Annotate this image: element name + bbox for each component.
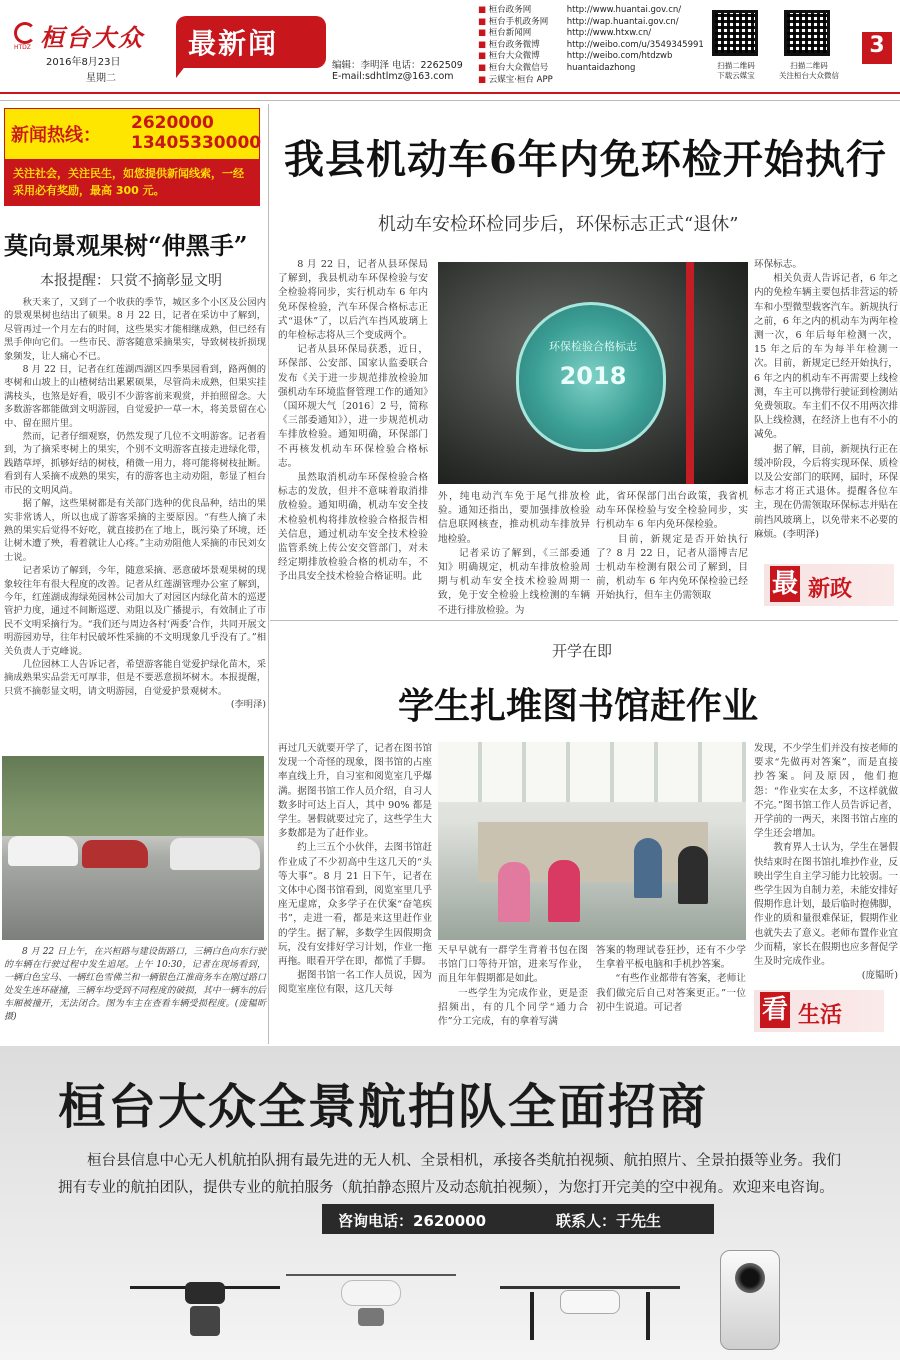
lead-col-1: [278, 258, 428, 585]
logo-icon: [14, 22, 36, 44]
panorama-camera-icon: [720, 1250, 780, 1350]
qr-code-icon[interactable]: [784, 10, 830, 56]
editor-line: 编辑：李明泽 电话：2262509: [332, 60, 463, 71]
hotline-number-1: 2620000: [131, 113, 214, 133]
tag-zuixinzheng: [764, 564, 894, 606]
drone-icon: [286, 1266, 456, 1336]
link-row[interactable]: ■ 桓台政务网 http://www.huantai.gov.cn/: [478, 5, 682, 15]
lead-headline: 我县机动车6年内免环检开始执行: [284, 136, 887, 183]
qr-code-icon[interactable]: [712, 10, 758, 56]
library-headline: 学生扎堆图书馆赶作业: [398, 685, 759, 727]
paragraph: 记者采访了解到，今年，随意采摘、恶意破坏景观果树的现象较往年有很大程度的改善。记者从红莲湖管理办公室了解到，今年，红莲湖成海绿苑园林公司加大了对园区内绿化苗木的巡逻管护力度，通过不间断巡逻、劝阻以及广播提示，有效制止了市民不文明采摘行为。“我们还与周边各村‘两委’合作，共同开展文明游园劝导，往年村民破坏性采摘的不文明现象几乎没有了。”相关负责人于克峰说。: [4, 565, 266, 657]
paper-name: 桓台大众: [40, 23, 144, 52]
link-row[interactable]: ■ 桓台手机政务网 http://wap.huantai.gov.cn/: [478, 16, 679, 27]
library-kicker: 开学在即: [552, 642, 613, 660]
tag-small-text: 新政: [808, 576, 853, 602]
paragraph: 8 月 22 日，记者在红莲湖西湖区四季果园看到，路两侧的枣树和山坡上的山楂树结出累累硕果，尽管尚未成熟，但果实挂满枝头，也煞是好看，吸引不少游客前来观赏，并拍照留念。大多数游客都能做到文明游园，自觉爱护一草一木，将美景留在心中、留在照片里。: [4, 364, 266, 429]
paragraph: 8 月 22 日，记者从县环保局了解到，我县机动车环保检验与安全检验将同步，实行机动车 6 年内免环保检验，汽车环保合格标志正式“退休”了，以后汽车挡风玻璃上的年检标志将从三个变成两个。: [278, 259, 428, 342]
link-row[interactable]: ■ 桓台政务微博 http://weibo.com/u/3549345991: [478, 39, 704, 50]
lead-col-3: 此，省环保部门出台政策，我省机动车环保检验与安全检验同步，实行机动车 6 年内免环保检验。 目前，新规定是否开始执行了？8 月 22 日，记者从淄博吉尼士机动车检测有限公司了解到，目前，机动车 6 年内免环保检验已经开始执行，但车主仍需领取: [596, 491, 748, 602]
ad-body: 桓台县信息中心无人机航拍队拥有最先进的无人机、全景相机，承接各类航拍视频、航拍照片、全景拍摄等业务。我们拥有专业的航拍团队，提供专业的航拍服务（航拍静态照片及动态航拍视频），为您打开完美的空中视角。欢迎来电咨询。: [58, 1153, 841, 1196]
paragraph: 几位园林工人告诉记者，希望游客能自觉爱护绿化苗木，采摘成熟果实品尝无可厚非，但是不要恶意损坏树木。本报提醒，只赏不摘彰显文明，请文明游园，自觉爱护景观树木。: [4, 658, 266, 697]
link-row[interactable]: ■ 云媒宝·桓台 APP: [478, 74, 553, 85]
tag-big-char: 最: [770, 566, 800, 602]
paragraph: 虽然取消机动车环保检验合格标志的发放，但并不意味着取消排放检验。通知明确，机动车安全技术检验机构将排放检验合格报告相关信息，通过机动车安全技术检验监管系统上传公安交管部门，对未经定期排放检验合格的机动车，不予出具安全技术检验合格证明。此: [278, 472, 428, 583]
byline: (庞韫昕): [861, 970, 898, 982]
left-headline: 莫向景观果树“伸黑手”: [4, 231, 248, 260]
tag-kanshenghuo: [754, 990, 884, 1032]
hotline-slogan: 关注社会，关注民生，如您提供新闻线索，一经采用必有奖励，最高 300 元。: [13, 167, 244, 197]
qr2-caption-2: 关注桓台大众微信: [779, 71, 839, 80]
qr2-caption: 扫描二维码: [790, 61, 828, 70]
ad-banner[interactable]: [0, 1046, 900, 1360]
drone-icon: [130, 1276, 280, 1346]
ad-contact-label: 联系人：: [556, 1212, 617, 1230]
photo-caption: 8 月 22 日上午，在兴桓路与建设街路口，三辆白色向东行驶的车辆在行驶过程中发生追尾。上午 10:30，记者在现场看到，一辆白色宝马、一辆红色雪佛兰和一辆银色江淮商务车在刚过路口处发生连环碰撞，三辆车均受到不同程度的破损，其中一辆车的后车厢被撞开，无法闭合。图为车主在查看车辆受损程度。(庞韫昕 摄): [4, 947, 266, 1022]
issue-weekday: 星期二: [86, 73, 116, 84]
qr1-caption-2: 下载云媒宝: [717, 71, 755, 80]
car-icon: [170, 838, 260, 870]
hotline-label: 新闻热线：: [11, 125, 101, 146]
email-line: E-mail:sdhtlmz@163.com: [332, 71, 454, 82]
lead-col-2: 外，纯电动汽车免于尾气排放检验。通知还指出，要加强排放检验信息联网核查，推动机动车排放异地检验。 记者采访了解到，《三部委通知》明确规定，机动车排放检验周期与机动车安全技术检验周期一致，免于安全检验上线检测的车辆不进行排放检验。为: [438, 491, 590, 616]
ad-contact: 于先生: [616, 1212, 662, 1230]
library-col-2: 天早早就有一群学生背着书包在图书馆门口等待开馆，进来写作业，而且年年假期都是如此。 一些学生为完成作业，更是歪招频出，有的几个同学“通力合作”分工完成，有的拿着写满: [438, 945, 588, 1028]
sticker-year: 2018: [559, 362, 627, 390]
car-icon: [8, 836, 78, 866]
byline: (李明泽): [230, 699, 266, 711]
section-title: 最新闻: [188, 27, 279, 60]
paragraph: 秋天来了，又到了一个收获的季节，城区多个小区及公园内的景观果树也结出了硕果。8 月 22 日，记者在采访中了解到，尽管再过一个月左右的时间，这些果实才能相继成熟，但已经有黑手伸向它们。一些市民、游客随意采摘果实，导致树枝折损现象频发，让人痛心不已。: [4, 297, 266, 362]
car-icon: [82, 840, 148, 868]
tag-small-text: 生活: [798, 1002, 843, 1028]
link-row[interactable]: ■ 桓台新闻网 http://www.htxw.cn/: [478, 28, 652, 39]
paragraph: 然而，记者仔细观察，仍然发现了几位不文明游客。记者看到，为了摘采枣树上的果实，个别不文明游客直接走进绿化带，践踏草坪，抓够好结的树枝，稍微一用力，将可能将树枝扯断。看到有人采摘不成熟的果实，有的游客也主动劝阻，彰显了桓台市民的文明风尚。: [4, 431, 266, 496]
ad-phone-label: 咨询电话：: [338, 1212, 414, 1230]
sticker-photo: [438, 262, 748, 484]
issue-date: 2016年8月23日: [46, 57, 121, 68]
hotline-number-2: 13405330000: [131, 133, 262, 153]
library-col-4: [754, 742, 898, 983]
student-icon: [634, 838, 662, 898]
lead-subhead: 机动车安检环检同步后，环保标志正式“退休”: [378, 214, 739, 235]
library-col-1: 再过几天就要开学了，记者在图书馆发现一个奇怪的现象，图书馆的占座率直线上升，自习室和阅览室几乎爆满。据图书馆工作人员介绍，自习人数多时可达上百人，其中 90% 都是学生。暑假就要过完了，这些学生大多数都是为了赶作业。 约上三五个小伙伴，去图书馆赶作业成了不少初高中生这几天的“头等大事”。8 月 21 日下午，记者在文体中心图书馆看到，阅览室里几乎座无虚席，众多学子在伏案“奋笔疾书”，走进一看，都是来这里赶作业的学生。据了解，多数学生因假期贪玩，没有安排好学习计划，作业一拖再拖。眼看开学在即，都慌了手脚。 据图书馆一名工作人员说，因为阅览室座位有限，这几天每: [278, 743, 432, 996]
accident-photo: [2, 756, 264, 940]
masthead-rule: [0, 92, 900, 94]
ad-phone[interactable]: 2620000: [413, 1212, 487, 1230]
student-icon: [548, 860, 580, 922]
link-list: [478, 5, 704, 86]
student-icon: [498, 862, 530, 922]
paragraph: 记者从县环保局获悉，近日，环保部、公安部、国家认监委联合发布《关于进一步规范排放检验加强机动车环境监督管理工作的通知》（国环规大气〔2016〕2 号，简称《三部委通知》），进一步规范机动车排放检验。通知明确，环保部门不再核发机动车环保检验合格标志。: [278, 344, 428, 469]
page-number: 3: [869, 33, 885, 58]
link-row[interactable]: ■ 桓台大众微信号 huantaidazhong: [478, 62, 636, 73]
left-subhead: 本报提醒：只赏不摘彰显文明: [40, 273, 222, 289]
tag-big-char: 看: [760, 992, 790, 1028]
ad-headline: 桓台大众全景航拍队全面招商: [58, 1079, 709, 1135]
qr1-caption: 扫描二维码: [717, 61, 755, 70]
library-photo: [438, 742, 746, 940]
lead-col-4: 环保标志。 相关负责人告诉记者，6 年之内的免检车辆主要包括非营运的轿车和小型微型载客汽车。新规执行之前，6 年之内的机动车为两年检测一次，6 年后每年检测一次，15 年之后的车为每半年检测一次。目前，新规定已经开始执行，6 年之内的机动车不再需要上线检测，车主可以携带行驶证到检测站免费领取。车主们不仅不用两次排队上线检测，在经济上也有不小的减免。 据了解，目前，新规执行正在缓冲阶段，今后将实现环保、质检以及公安部门的联网，届时，环保标志才将正式退休。提醒各位车主，现在仍需领取环保标志并贴在前挡风玻璃上，以免带来不必要的麻烦。(李明泽): [754, 259, 898, 540]
logo-sub: HTDZ: [14, 44, 31, 51]
hotline-box: [4, 108, 260, 206]
link-row[interactable]: ■ 桓台大众微博 http://weibo.com/htdzwb: [478, 51, 673, 62]
masthead: [0, 0, 900, 105]
library-col-4-text: 发现，不少学生们并没有按老师的要求“先做再对答案”，而是直接抄答案。问及原因，他们抱怨：“作业实在太多，不这样就做不完。”图书馆工作人员告诉记者，开学前的一两天，来图书馆占座的学生还会增加。 教育界人士认为，学生在暑假快结束时在图书馆扎堆抄作业，反映出学生自主学习能力比较弱。一些学生因为自制力差，未能安排好假期作息计划，最后临时抱佛脚，作业的质和量很难保证，假期作业也就失去了意义。老师布置作业宜少而精，家长在假期也应多督促学生及时完成作业。: [754, 743, 899, 968]
student-icon: [678, 846, 708, 904]
sticker-label: 环保检验合格标志: [549, 340, 637, 353]
library-col-3: 答案的物理试卷狂抄，还有不少学生拿着平板电脑和手机抄答案。 “有些作业都带有答案，老师让我们做完后自己对答案更正。”一位初中生说道。可记者: [596, 945, 746, 1013]
paragraph: 据了解，这些果树都是有关部门选种的优良品种，结出的果实非常诱人，所以也成了游客采摘的主要原因。“有些人摘了未熟的果实后觉得不好吃，就直接扔在了地上，既污染了环境，还让树木遭了殃，看着就让人心疼。”主动劝阻他人采摘的市民刘女士说。: [4, 498, 266, 563]
drone-icon: [500, 1276, 680, 1346]
left-body: [4, 296, 266, 712]
